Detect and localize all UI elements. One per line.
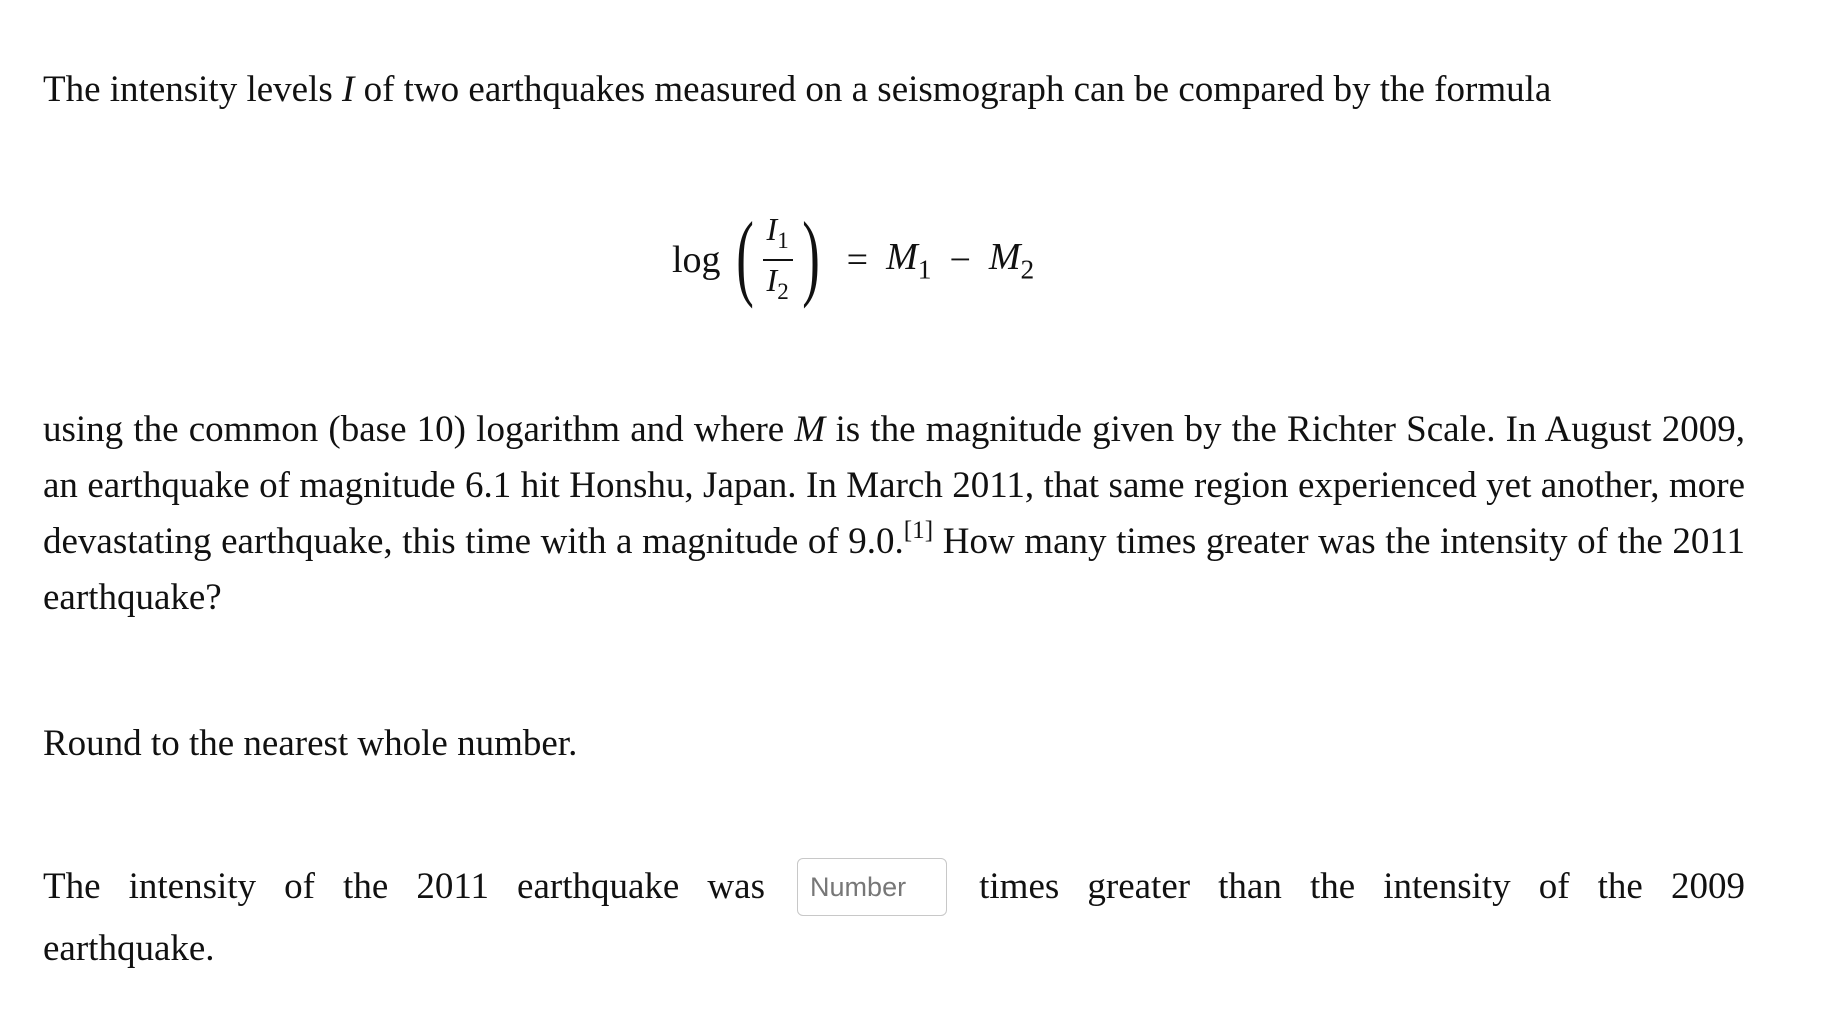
- rounding-instruction: Round to the nearest whole number.: [43, 723, 578, 764]
- numerator-sub: 1: [777, 227, 789, 253]
- answer-word: than: [1218, 866, 1282, 907]
- m2-sub: 2: [1020, 254, 1035, 285]
- formula-minus: −: [949, 239, 971, 281]
- answer-line-2: earthquake.: [43, 928, 215, 969]
- answer-number-input[interactable]: [797, 858, 947, 916]
- answer-line-1: [43, 856, 1745, 918]
- answer-word: of: [1538, 866, 1570, 907]
- numerator-var: I: [766, 210, 778, 247]
- formula-open-paren: (: [735, 202, 754, 309]
- answer-word: The: [43, 866, 101, 907]
- answer-sentence: [43, 856, 1745, 980]
- m1-sub: 1: [917, 254, 932, 285]
- denominator-var: I: [766, 262, 778, 298]
- answer-word: the: [1309, 866, 1356, 907]
- answer-word: of: [284, 866, 315, 907]
- paragraph-question: How many times greater was the intensity of the 2011 earthquake?: [43, 521, 1745, 618]
- intro-before: The intensity levels: [43, 69, 343, 110]
- answer-word: 2011: [416, 866, 489, 907]
- m2-var: M: [988, 235, 1021, 278]
- answer-word: greater: [1087, 866, 1191, 907]
- formula-fraction: [763, 212, 793, 308]
- answer-word: intensity: [128, 866, 257, 907]
- intro-text: [43, 66, 1743, 114]
- formula-log: log: [672, 239, 721, 281]
- formula-m1: [886, 235, 931, 286]
- answer-word: the: [1597, 866, 1643, 907]
- formula-close-paren: ): [801, 202, 820, 309]
- paragraph-before: using the common (base 10) logarithm and where: [43, 409, 795, 450]
- answer-word: 2009: [1670, 866, 1745, 907]
- answer-word: intensity: [1383, 866, 1511, 907]
- richter-formula: [672, 200, 1034, 320]
- m1-var: M: [886, 235, 918, 278]
- formula-m2: [989, 235, 1034, 286]
- answer-word: was: [707, 866, 765, 907]
- answer-word: the: [343, 866, 389, 907]
- intro-after: of two earthquakes measured on a seismograph can be compared by the formula: [354, 69, 1552, 110]
- fraction-numerator: [763, 212, 793, 261]
- formula-equals: =: [846, 239, 869, 281]
- answer-word: earthquake: [517, 866, 680, 907]
- answer-word: times: [979, 866, 1060, 907]
- paragraph-variable-m: M: [794, 409, 826, 450]
- intro-variable-i: I: [342, 69, 355, 110]
- paragraph-after: is the magnitude given by the Richter Scale. In August 2009, an earthquake of magnitude 6.1 hit Honshu, Japan. In March 2011, that same region experienced yet another, more devastating earthquake, this time with a magnitude of 9.0.: [43, 409, 1745, 562]
- footnote-reference[interactable]: [1]: [903, 516, 934, 544]
- fraction-denominator: [763, 261, 793, 308]
- problem-paragraph: [43, 402, 1745, 626]
- denominator-sub: 2: [777, 278, 789, 305]
